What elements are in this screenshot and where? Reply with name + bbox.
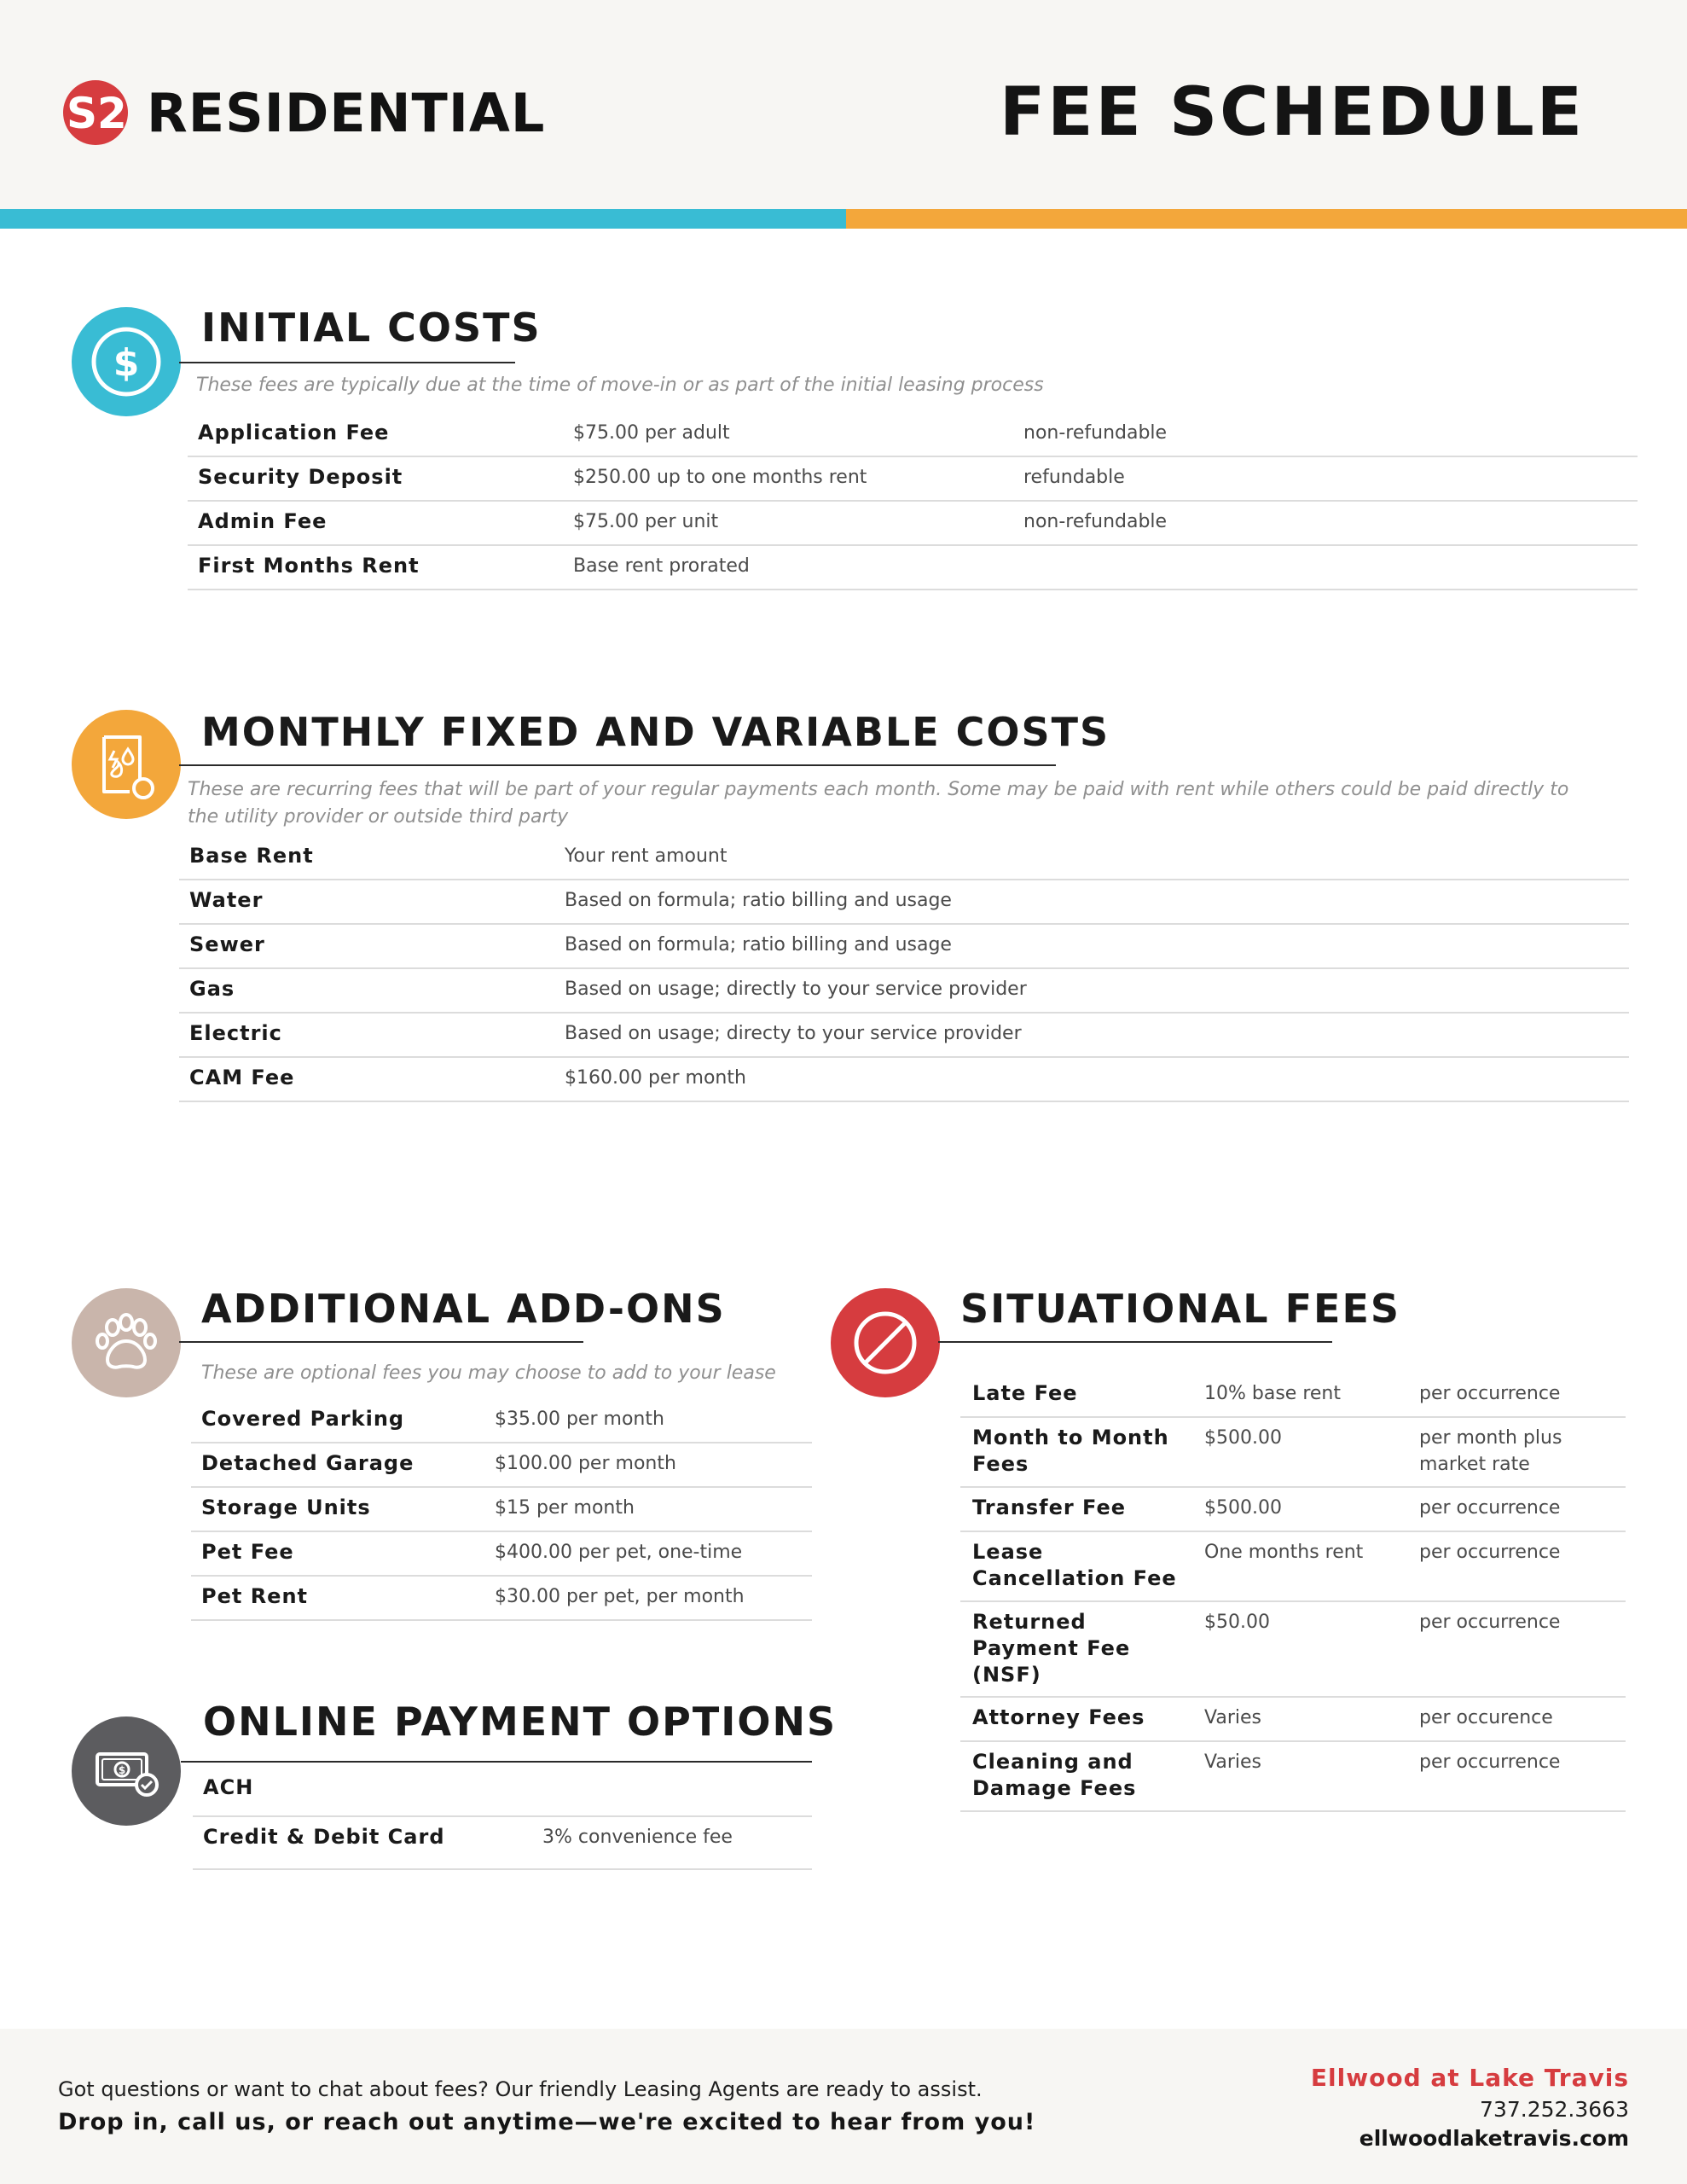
table-row xyxy=(960,1742,1626,1812)
table-row xyxy=(179,1014,1629,1058)
fee-name: Base Rent xyxy=(189,844,314,868)
table-row xyxy=(960,1488,1626,1532)
fee-amount: $160.00 per month xyxy=(565,1067,746,1089)
fee-note: per month plus market rate xyxy=(1419,1427,1562,1475)
table-row xyxy=(960,1418,1626,1488)
fee-amount: $35.00 per month xyxy=(495,1409,664,1430)
fee-name: Application Fee xyxy=(198,421,390,444)
svg-text:$: $ xyxy=(113,341,140,385)
table-row xyxy=(960,1698,1626,1742)
fee-note: per occurrence xyxy=(1419,1497,1561,1519)
fee-amount: Varies xyxy=(1204,1707,1261,1728)
fee-note: non-refundable xyxy=(1023,422,1168,444)
fee-name: Covered Parking xyxy=(201,1407,405,1431)
table-row xyxy=(191,1577,812,1621)
table-row xyxy=(179,880,1629,925)
payment-method: ACH xyxy=(203,1775,254,1799)
fee-name: Pet Rent xyxy=(201,1584,309,1608)
fee-name: Lease Cancellation Fee xyxy=(972,1540,1177,1590)
fee-note: non-refundable xyxy=(1023,511,1168,532)
dollar-icon xyxy=(72,307,181,416)
table-row xyxy=(191,1488,812,1532)
fee-amount: Base rent prorated xyxy=(573,555,750,577)
section-rule xyxy=(938,1341,1332,1343)
payment-fee: 3% convenience fee xyxy=(542,1827,733,1848)
paw-icon xyxy=(72,1288,181,1397)
logo-wordmark: RESIDENTIAL xyxy=(147,82,546,144)
phone-number[interactable]: 737.252.3663 xyxy=(1480,2097,1629,2122)
fee-name: Pet Fee xyxy=(201,1540,294,1564)
fee-name: Transfer Fee xyxy=(972,1496,1127,1519)
payment-fee xyxy=(542,1768,807,1774)
table-row xyxy=(188,502,1638,546)
section-subtitle: These fees are typically due at the time of move-in or as part of the initial leasing process xyxy=(196,375,1044,396)
section-subtitle: These are recurring fees that will be part of your regular payments each month. Some may be paid with rent while others could be paid directly to the utility provider or outside third party xyxy=(188,779,1569,828)
website-link[interactable]: ellwoodlaketravis.com xyxy=(1359,2126,1629,2151)
table-row xyxy=(179,925,1629,969)
table-row xyxy=(960,1532,1626,1602)
section-title-online-payment: ONLINE PAYMENT OPTIONS xyxy=(203,1699,838,1745)
property-name: Ellwood at Lake Travis xyxy=(1310,2064,1629,2092)
fee-amount: Varies xyxy=(1204,1751,1261,1773)
section-title-situational-fees: SITUATIONAL FEES xyxy=(960,1286,1401,1332)
fee-name: Detached Garage xyxy=(201,1451,415,1475)
fee-name: Storage Units xyxy=(201,1496,371,1519)
table-row xyxy=(960,1602,1626,1698)
fee-amount: $500.00 xyxy=(1204,1427,1282,1449)
table-row xyxy=(188,457,1638,502)
s2-logo-mark xyxy=(61,78,135,147)
utility-bill-icon xyxy=(72,710,181,819)
situational-fees-table xyxy=(960,1374,1626,1812)
fee-name: Returned Payment Fee (NSF) xyxy=(972,1610,1131,1687)
fee-name: Attorney Fees xyxy=(972,1705,1145,1729)
fee-amount: Your rent amount xyxy=(565,845,728,867)
fee-amount: $400.00 per pet, one-time xyxy=(495,1542,743,1563)
fee-note: per occurrence xyxy=(1419,1542,1561,1563)
section-title-monthly-costs: MONTHLY FIXED AND VARIABLE COSTS xyxy=(201,709,1110,755)
fee-amount: $75.00 per adult xyxy=(573,422,730,444)
footer-message: Got questions or want to chat about fees? Our friendly Leasing Agents are ready to assist. xyxy=(58,2077,983,2101)
table-row xyxy=(179,969,1629,1014)
fee-amount: Based on usage; directy to your service provider xyxy=(565,1023,1022,1044)
footer-band xyxy=(0,2029,1687,2184)
fee-amount: $15 per month xyxy=(495,1497,635,1519)
table-row xyxy=(191,1399,812,1443)
fee-name: First Months Rent xyxy=(198,554,420,578)
table-row xyxy=(188,546,1638,590)
fee-name: Late Fee xyxy=(972,1381,1078,1405)
table-row xyxy=(179,836,1629,880)
initial-costs-table xyxy=(188,413,1638,590)
fee-note xyxy=(1023,546,1450,553)
table-row xyxy=(188,413,1638,457)
fee-amount: One months rent xyxy=(1204,1542,1364,1563)
header-stripe-orange xyxy=(846,209,1687,229)
fee-name: Electric xyxy=(189,1021,282,1045)
fee-name: Month to Month Fees xyxy=(972,1426,1169,1476)
fee-name: CAM Fee xyxy=(189,1066,295,1089)
header-stripe-blue xyxy=(0,209,846,229)
fee-note: per occurence xyxy=(1419,1707,1553,1728)
company-logo xyxy=(61,78,573,147)
fee-amount: $250.00 up to one months rent xyxy=(573,467,867,488)
fee-name: Security Deposit xyxy=(198,465,403,489)
fee-name: Water xyxy=(189,888,264,912)
add-ons-table xyxy=(191,1399,812,1621)
fee-amount: Based on formula; ratio billing and usage xyxy=(565,934,952,956)
section-rule xyxy=(179,764,1056,766)
fee-note: per occurrence xyxy=(1419,1751,1561,1773)
fee-note: per occurrence xyxy=(1419,1383,1561,1404)
table-row xyxy=(179,1058,1629,1102)
fee-name: Sewer xyxy=(189,932,265,956)
online-payment-table xyxy=(193,1768,812,1870)
section-rule xyxy=(179,362,515,363)
fee-amount: $100.00 per month xyxy=(495,1453,676,1474)
fee-amount: Based on usage; directly to your service provider xyxy=(565,979,1027,1000)
table-row xyxy=(960,1374,1626,1418)
fee-amount: $500.00 xyxy=(1204,1497,1282,1519)
fee-note: per occurrence xyxy=(1419,1612,1561,1633)
svg-text:$: $ xyxy=(118,1764,126,1776)
section-title-initial-costs: INITIAL COSTS xyxy=(201,305,542,351)
section-title-add-ons: ADDITIONAL ADD-ONS xyxy=(201,1286,726,1332)
table-row xyxy=(191,1443,812,1488)
fee-amount: 10% base rent xyxy=(1204,1383,1341,1404)
fee-name: Cleaning and Damage Fees xyxy=(972,1750,1137,1800)
table-row xyxy=(193,1817,812,1870)
payment-method: Credit & Debit Card xyxy=(203,1825,445,1849)
fee-amount: $30.00 per pet, per month xyxy=(495,1586,745,1607)
cash-payment-icon xyxy=(72,1716,181,1826)
svg-text:S2: S2 xyxy=(67,89,127,138)
document-title: FEE SCHEDULE xyxy=(999,74,1585,151)
table-row xyxy=(191,1532,812,1577)
fee-amount: $50.00 xyxy=(1204,1612,1270,1633)
fee-name: Admin Fee xyxy=(198,509,328,533)
fee-amount: $75.00 per unit xyxy=(573,511,719,532)
fee-name: Gas xyxy=(189,977,235,1001)
section-rule xyxy=(181,1761,812,1763)
monthly-costs-table xyxy=(179,836,1629,1102)
table-row xyxy=(193,1768,812,1817)
fee-note: refundable xyxy=(1023,467,1125,488)
section-rule xyxy=(179,1341,583,1343)
footer-call-to-action: Drop in, call us, or reach out anytime—we're excited to hear from you! xyxy=(58,2109,1036,2135)
fee-amount: Based on formula; ratio billing and usage xyxy=(565,890,952,911)
section-subtitle: These are optional fees you may choose to add to your lease xyxy=(201,1362,776,1384)
prohibited-icon xyxy=(831,1288,940,1397)
